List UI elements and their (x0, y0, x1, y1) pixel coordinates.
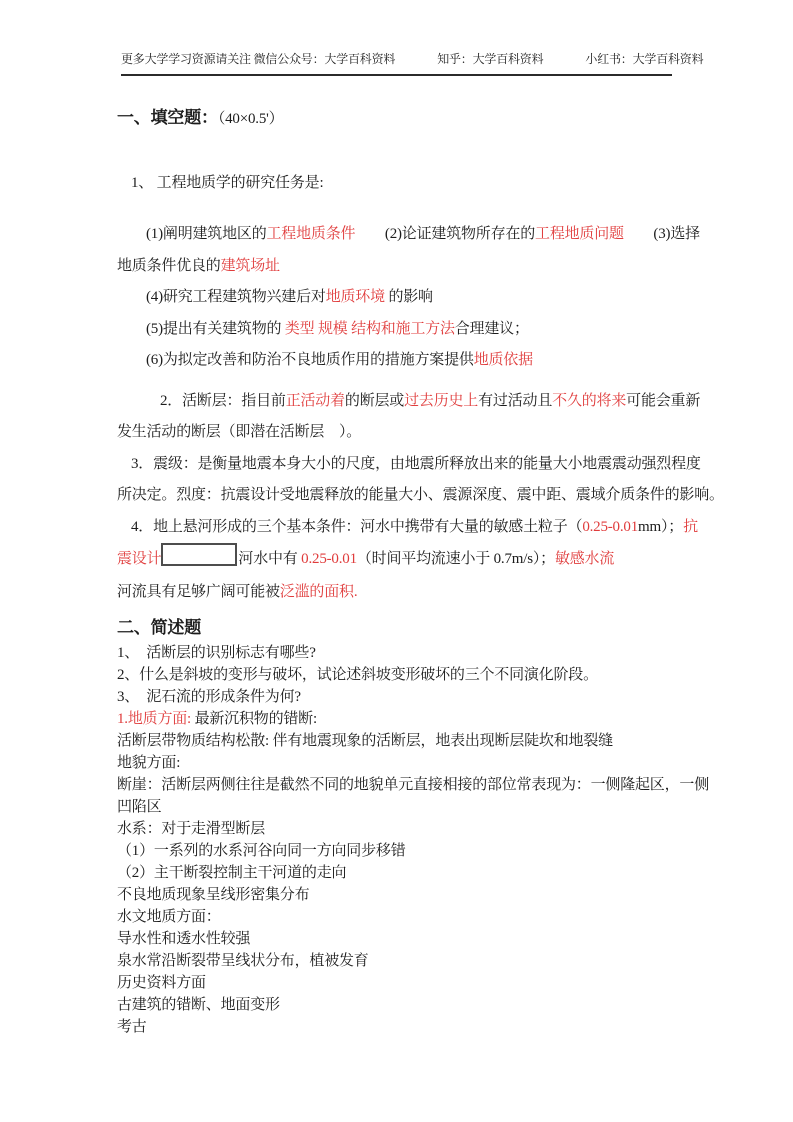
answer-text-red: 1.地质方面: (117, 710, 192, 727)
answer-line (117, 906, 680, 928)
body-text: (2)论证建筑物所存在的 (355, 226, 536, 242)
answer-line (117, 972, 680, 994)
fill-line (117, 314, 680, 346)
answer-text-red: 正活动着 (285, 392, 345, 409)
body-text: （时间平均流速小于 0.7m/s）； (356, 551, 555, 567)
body-text: 合理建议； (454, 320, 529, 337)
body-text: （1）一系列的水系河谷向同一方向同步移错 (117, 842, 406, 859)
body-text: 河水中有 (238, 551, 302, 567)
body-text: 历史资料方面 (117, 974, 206, 991)
question-1: 1、 工程地质学的研究任务是: (131, 175, 324, 191)
body-text: 可能会重新 (626, 392, 701, 409)
fill-line (117, 282, 680, 314)
page-content (0, 106, 793, 1038)
answer-line (117, 730, 680, 752)
answer-text-red: 地质依据 (473, 352, 533, 368)
header-wechat-text: 更多大学学习资源请关注 微信公众号：大学百科资料 (121, 52, 396, 66)
section1-title: 一、填空题： (117, 108, 218, 127)
body-text: 活断层带物质结构松散: 伴有地震现象的活断层，地表出现断层陡坎和地裂缝 (117, 732, 613, 749)
body-text: 4．地上悬河形成的三个基本条件：河水中携带有大量的敏感土粒子（ (131, 518, 583, 535)
body-text: 所决定。烈度：抗震设计受地震释放的能量大小、震源深度、震中距、震域介质条件的影响。 (117, 487, 724, 503)
answer-line (117, 928, 680, 950)
answer-text-red: 敏感水流 (554, 551, 615, 567)
body-text: (4)研究工程建筑物兴建后对 (146, 289, 326, 305)
body-text: 河流具有足够广阔可能被 (117, 583, 280, 600)
body-text: 不良地质现象呈线形密集分布 (117, 886, 310, 903)
page-header (121, 0, 704, 76)
fill-line (117, 480, 724, 512)
item-4-definition (117, 512, 698, 576)
answer-line (117, 818, 680, 840)
body-text: 断崖：活断层两侧往往是截然不同的地貌单元直接相接的部位常表现为：一侧隆起区，一侧 (117, 776, 710, 793)
answer-text-red: 不久的将来 (552, 392, 627, 409)
answer-text-red: 工程地质条件 (266, 226, 356, 242)
item-3-definition (117, 449, 724, 512)
answer-text-red: 过去历史上 (404, 392, 479, 409)
body-text: 3、 泥石流的形成条件为何? (117, 688, 301, 705)
body-text: (5)提出有关建筑物的 (146, 320, 285, 337)
answer-text-red: 建筑场址 (220, 257, 280, 274)
answer-line (117, 862, 680, 884)
answer-text-red: 工程地质问题 (535, 226, 624, 242)
body-text: 的影响 (384, 289, 433, 305)
body-text: 3．震级：是衡量地震本身大小的尺度，由地震所释放出来的能量大小地震震动强烈程度 (131, 455, 701, 472)
body-text: 2．活断层：指目前 (160, 392, 286, 409)
answer-text-red: 抗 (683, 518, 698, 535)
body-text: 凹陷区 (117, 798, 162, 815)
body-text: (1)阐明建筑地区的 (146, 226, 267, 242)
answer-text-red: 泛滥的面积. (279, 583, 358, 600)
body-text: 最新沉积物的错断: (191, 710, 317, 727)
item-4-closing-line (117, 581, 680, 603)
fill-answers-1 (117, 219, 700, 377)
fill-line (117, 251, 680, 283)
body-text: 有过活动且 (478, 392, 553, 409)
answer-text-red: 0.25-0.01 (582, 518, 639, 535)
section2-body (117, 642, 710, 1038)
section1-points-note: （40×0.5'） (217, 111, 284, 127)
body-text: (3)选择 (623, 226, 700, 242)
body-text: 发生活动的断层（即潜在活断层 ）。 (117, 424, 362, 440)
body-text: 水文地质方面： (117, 908, 221, 925)
answer-line (117, 796, 680, 818)
fill-line (117, 449, 701, 481)
answer-line (117, 708, 680, 730)
fill-line (117, 219, 700, 251)
body-text: 泉水常沿断裂带呈线状分布，植被发育 (117, 952, 369, 969)
answer-text-red: 0.25-0.01 (301, 551, 357, 567)
answer-line (117, 774, 710, 796)
header-xiaohongshu-text: 小红书：大学百科资料 (585, 52, 704, 66)
body-text: （2）主干断裂控制主干河道的走向 (117, 864, 347, 881)
body-text: 古建筑的错断、地面变形 (117, 996, 280, 1013)
body-text: 的断层或 (344, 392, 405, 409)
answer-text-red: 地质环境 (325, 289, 385, 305)
fill-line (117, 417, 680, 449)
question-line (117, 686, 680, 708)
body-text: 地貌方面: (117, 754, 181, 771)
body-text: 导水性和透水性较强 (117, 930, 251, 947)
body-text: mm）； (638, 518, 684, 535)
answer-line (117, 994, 680, 1016)
body-text: 地质条件优良的 (117, 257, 221, 274)
body-text: (6)为拟定改善和防治不良地质作用的措施方案提供 (146, 352, 474, 368)
body-text: 水系：对于走滑型断层 (117, 820, 266, 837)
body-text: 2、什么是斜坡的变形与破坏，试论述斜坡变形破坏的三个不同演化阶段。 (117, 666, 598, 683)
body-text: 1、 活断层的识别标志有哪些? (117, 644, 316, 661)
section2-heading: 二、简述题 (117, 617, 201, 637)
answer-line (117, 752, 680, 774)
fill-in-blank-box[interactable] (161, 543, 237, 566)
fill-line (117, 543, 680, 576)
fill-line (117, 386, 701, 418)
answer-text-red: 震设计 (117, 551, 162, 567)
fill-line (117, 345, 680, 377)
fill-line (117, 512, 698, 544)
answer-line (117, 884, 680, 906)
answer-line (117, 950, 680, 972)
section1-heading (117, 106, 680, 131)
item-2-definition (117, 386, 701, 449)
answer-text-red: 类型 规模 结构和施工方法 (284, 320, 455, 337)
question-line (117, 642, 680, 664)
question-line (117, 664, 680, 686)
body-text: 考古 (117, 1018, 147, 1035)
answer-line (117, 840, 680, 862)
answer-line (117, 1016, 680, 1038)
header-zhihu-text: 知乎：大学百科资料 (437, 52, 544, 66)
